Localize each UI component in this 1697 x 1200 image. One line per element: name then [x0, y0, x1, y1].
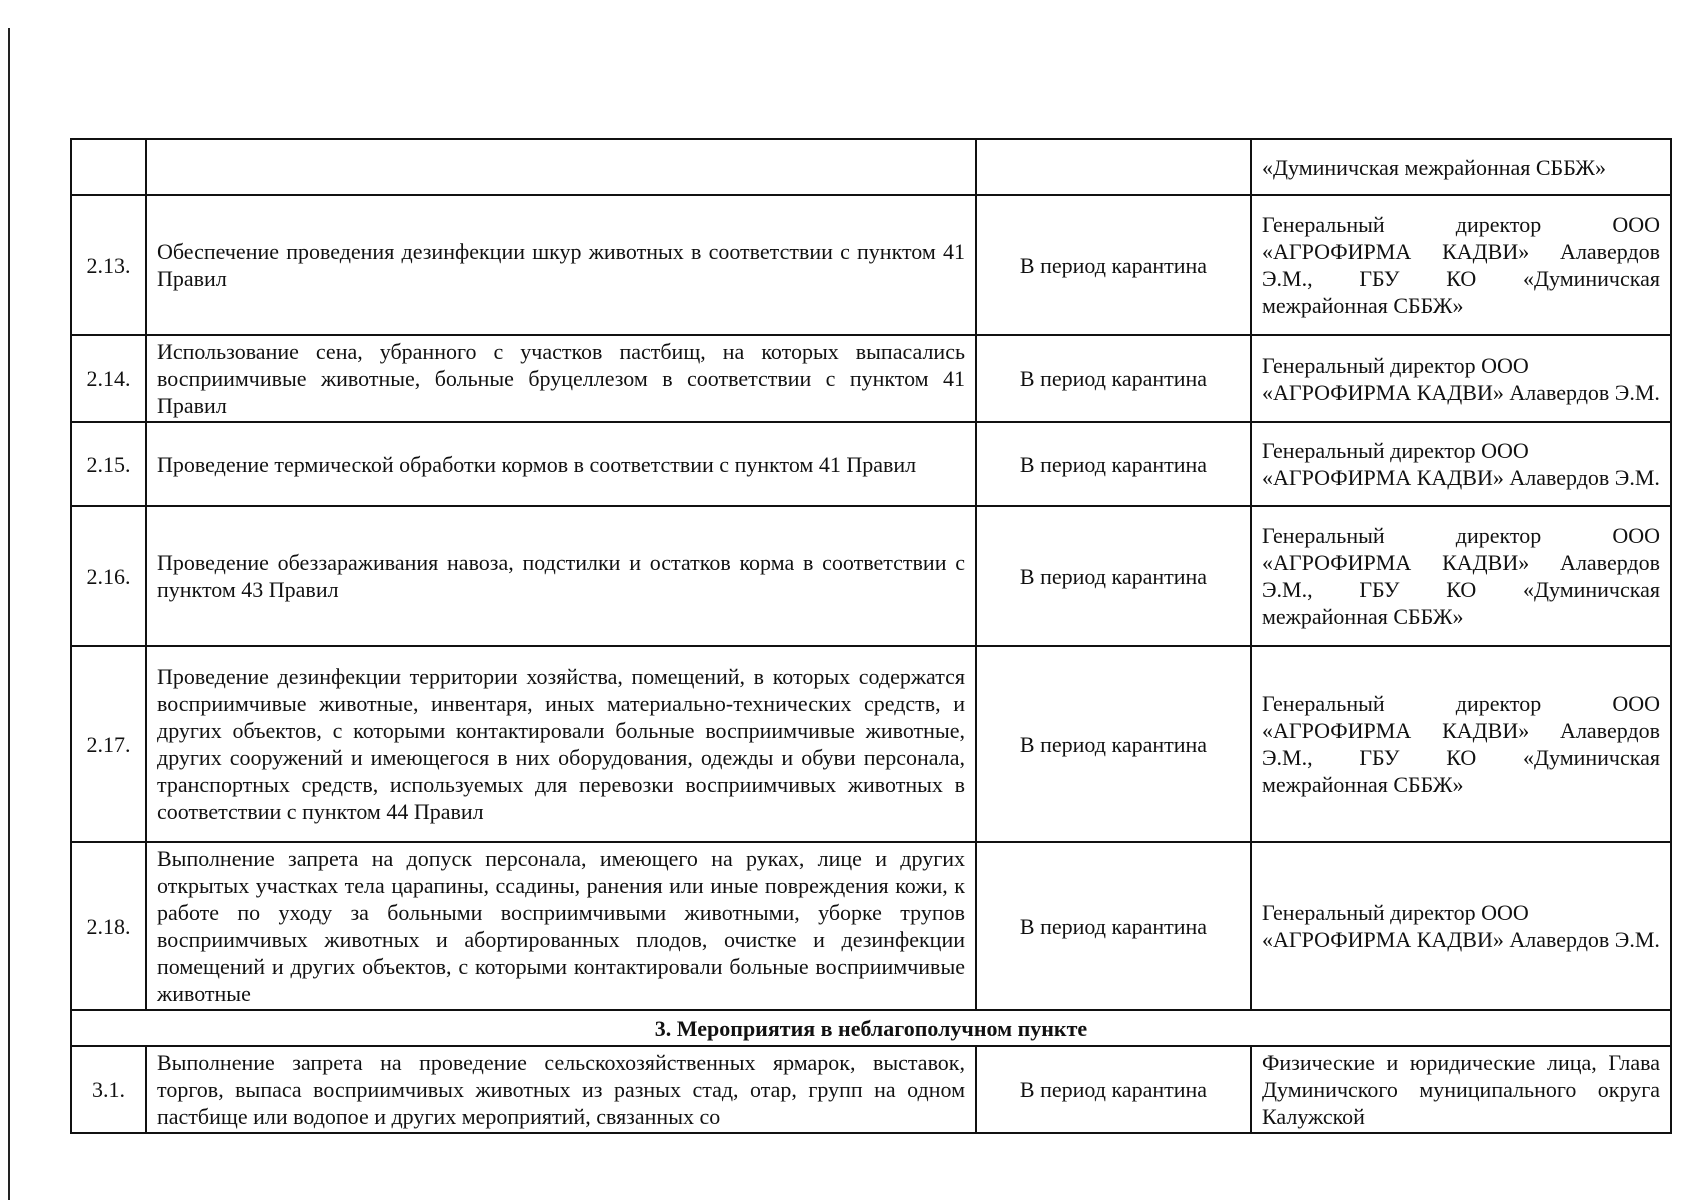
measure-description: Выполнение запрета на проведение сельскохозяйственных ярмарок, выставок, торгов, выпаса восприимчивых животных из разных стад, отар, групп на одном пастбище или водопое и других мероприятий, связанных со [146, 1046, 976, 1133]
section-title: 3. Мероприятия в неблагополучном пункте [71, 1010, 1671, 1046]
row-number: 2.13. [71, 195, 146, 335]
table-row [71, 335, 1671, 422]
measure-description: Обеспечение проведения дезинфекции шкур животных в соответствии с пунктом 41 Правил [146, 195, 976, 335]
row-number: 2.18. [71, 842, 146, 1010]
measure-term: В период карантина [976, 422, 1251, 506]
section-header-row [71, 1010, 1671, 1046]
responsible-party: Физические и юридические лица, Глава Думиничского муниципального округа Калужской [1251, 1046, 1671, 1133]
table-row [71, 139, 1671, 195]
responsible-party: Генеральный директор ООО «АГРОФИРМА КАДВИ» Алавердов Э.М. [1251, 842, 1671, 1010]
responsible-party: «Думиничская межрайонная СББЖ» [1251, 139, 1671, 195]
measure-term: В период карантина [976, 335, 1251, 422]
responsible-party: Генеральный директор ООО «АГРОФИРМА КАДВИ» Алавердов Э.М., ГБУ КО «Думиничская межрайонная СББЖ» [1251, 195, 1671, 335]
row-number: 2.17. [71, 646, 146, 842]
measure-term: В период карантина [976, 646, 1251, 842]
row-number: 2.15. [71, 422, 146, 506]
measure-description: Использование сена, убранного с участков пастбищ, на которых выпасались восприимчивые животные, больные бруцеллезом в соответствии с пунктом 41 Правил [146, 335, 976, 422]
row-number [71, 139, 146, 195]
table-row [71, 842, 1671, 1010]
measures-table [70, 138, 1672, 1134]
measure-description: Проведение обеззараживания навоза, подстилки и остатков корма в соответствии с пунктом 43 Правил [146, 506, 976, 646]
measure-description: Выполнение запрета на допуск персонала, имеющего на руках, лице и других открытых участках тела царапины, ссадины, ранения или иные повреждения кожи, к работе по уходу за больными восприимчивыми животными, уборке трупов восприимчивых животных и абортированных плодов, очистке и дезинфекции помещений и других объектов, с которыми контактировали больные восприимчивые животные [146, 842, 976, 1010]
table-row [71, 506, 1671, 646]
responsible-party: Генеральный директор ООО «АГРОФИРМА КАДВИ» Алавердов Э.М., ГБУ КО «Думиничская межрайонная СББЖ» [1251, 646, 1671, 842]
measure-term: В период карантина [976, 1046, 1251, 1133]
responsible-party: Генеральный директор ООО «АГРОФИРМА КАДВИ» Алавердов Э.М. [1251, 422, 1671, 506]
table-row [71, 195, 1671, 335]
table-row [71, 422, 1671, 506]
table-row [71, 646, 1671, 842]
row-number: 2.14. [71, 335, 146, 422]
measure-description [146, 139, 976, 195]
table-row [71, 1046, 1671, 1133]
measure-term: В период карантина [976, 842, 1251, 1010]
responsible-party: Генеральный директор ООО «АГРОФИРМА КАДВИ» Алавердов Э.М. [1251, 335, 1671, 422]
measure-term [976, 139, 1251, 195]
measure-term: В период карантина [976, 506, 1251, 646]
measure-description: Проведение термической обработки кормов в соответствии с пунктом 41 Правил [146, 422, 976, 506]
measure-description: Проведение дезинфекции территории хозяйства, помещений, в которых содержатся восприимчивые животные, инвентаря, иных материально-технических средств, и других объектов, с которыми контактировали больные восприимчивые животные, других сооружений и имеющегося в них оборудования, одежды и обуви персонала, транспортных средств, используемых для перевозки восприимчивых животных в соответствии с пунктом 44 Правил [146, 646, 976, 842]
row-number: 2.16. [71, 506, 146, 646]
scan-edge-line [8, 28, 10, 1200]
responsible-party: Генеральный директор ООО «АГРОФИРМА КАДВИ» Алавердов Э.М., ГБУ КО «Думиничская межрайонная СББЖ» [1251, 506, 1671, 646]
measure-term: В период карантина [976, 195, 1251, 335]
row-number: 3.1. [71, 1046, 146, 1133]
